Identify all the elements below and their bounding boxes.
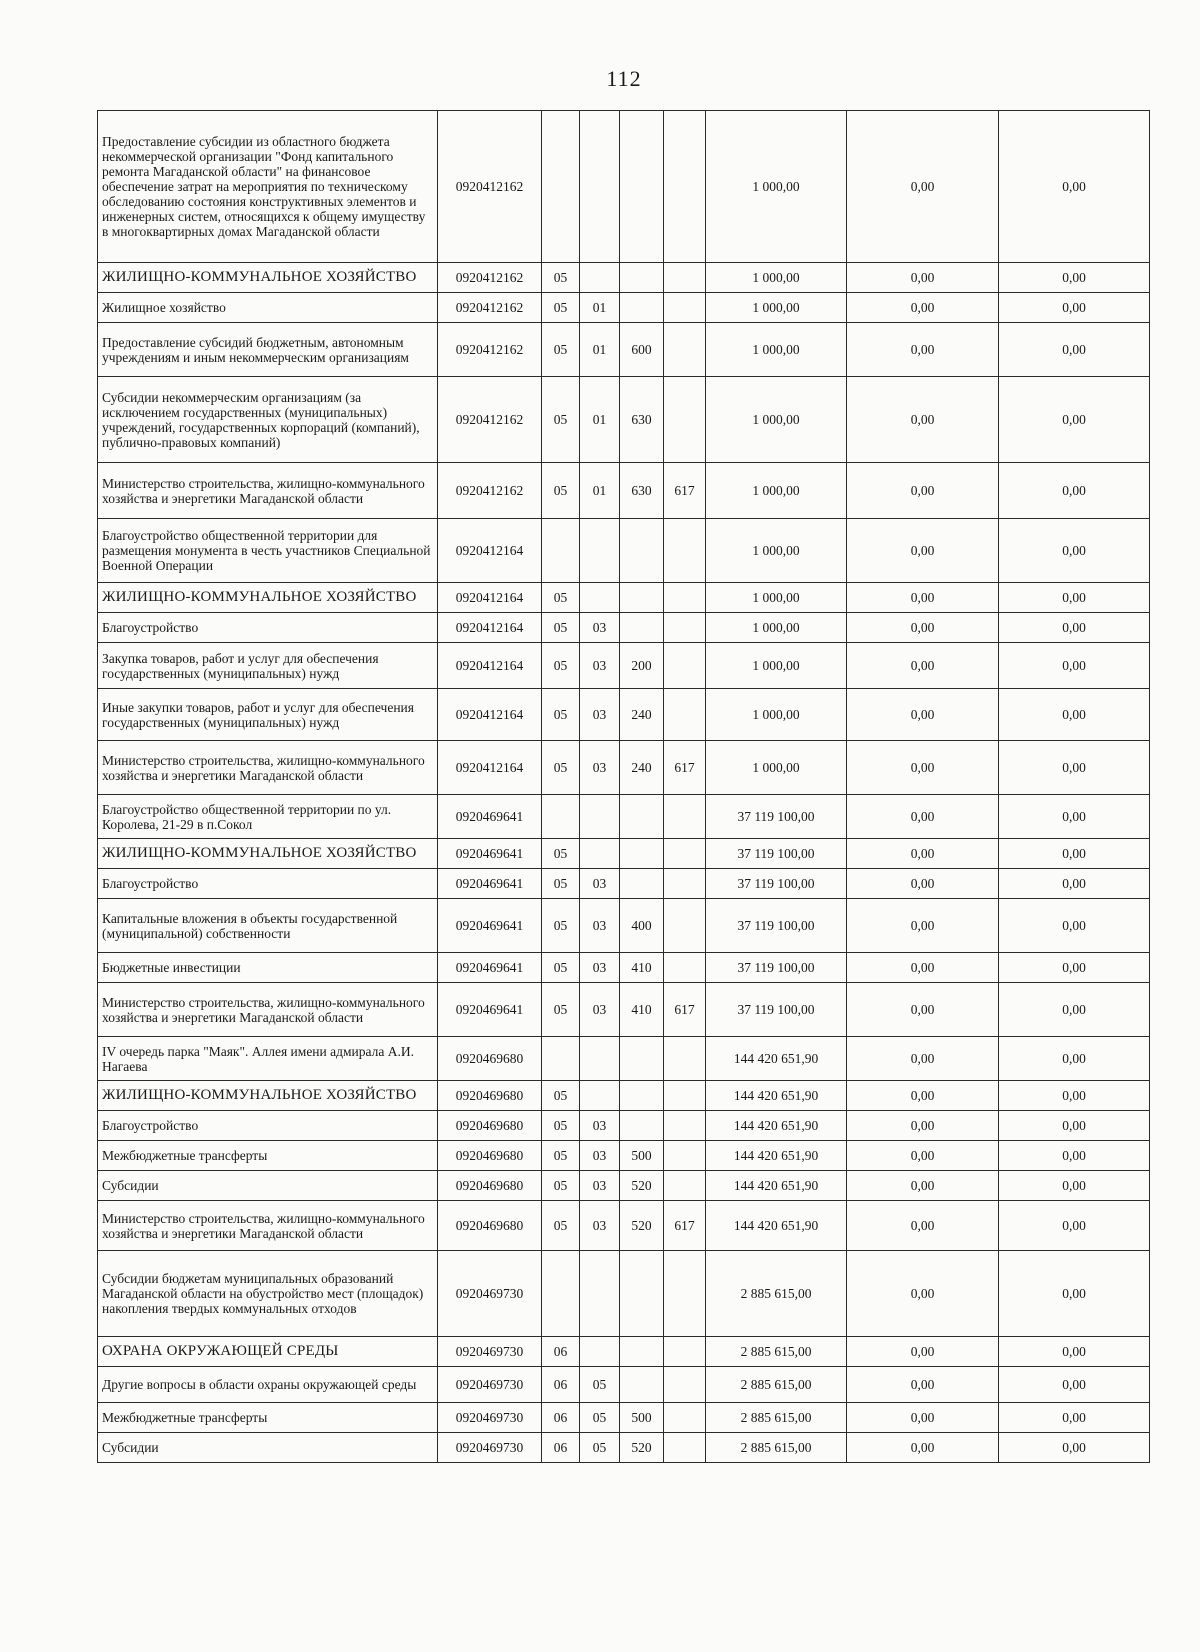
subsection-code: 05 <box>580 1367 620 1403</box>
expense-type-code: 240 <box>620 741 664 795</box>
subsection-code <box>580 1251 620 1337</box>
subsection-code <box>580 1337 620 1367</box>
ministry-code <box>664 1111 706 1141</box>
amount-year-1: 37 119 100,00 <box>706 983 847 1037</box>
table-row <box>98 1337 1150 1367</box>
target-code: 0920469680 <box>438 1171 542 1201</box>
table-row <box>98 1201 1150 1251</box>
section-code <box>542 795 580 839</box>
ministry-code <box>664 1251 706 1337</box>
row-name: Предоставление субсидии из областного бюджета некоммерческой организации "Фонд капитального ремонта Магаданской области" на финансовое обеспечение затрат на мероприятия по техническому обследованию состояния конструктивных элементов и инженерных систем, относящихся к общему имуществу в многоквартирных домах Магаданской области <box>98 111 438 263</box>
subsection-code: 03 <box>580 983 620 1037</box>
section-code: 05 <box>542 1111 580 1141</box>
expense-type-code: 200 <box>620 643 664 689</box>
table-row <box>98 1433 1150 1463</box>
target-code: 0920469641 <box>438 839 542 869</box>
amount-year-2: 0,00 <box>847 1433 999 1463</box>
ministry-code <box>664 899 706 953</box>
ministry-code <box>664 1337 706 1367</box>
amount-year-3: 0,00 <box>999 899 1150 953</box>
ministry-code <box>664 795 706 839</box>
section-code: 05 <box>542 583 580 613</box>
section-code <box>542 1037 580 1081</box>
amount-year-3: 0,00 <box>999 111 1150 263</box>
row-name: Министерство строительства, жилищно-коммунального хозяйства и энергетики Магаданской области <box>98 1201 438 1251</box>
amount-year-1: 2 885 615,00 <box>706 1337 847 1367</box>
target-code: 0920469680 <box>438 1037 542 1081</box>
target-code: 0920412162 <box>438 263 542 293</box>
section-code: 05 <box>542 899 580 953</box>
amount-year-2: 0,00 <box>847 1171 999 1201</box>
amount-year-1: 37 119 100,00 <box>706 795 847 839</box>
amount-year-1: 144 420 651,90 <box>706 1037 847 1081</box>
subsection-code: 05 <box>580 1403 620 1433</box>
subsection-code: 01 <box>580 293 620 323</box>
ministry-code: 617 <box>664 741 706 795</box>
subsection-code: 03 <box>580 899 620 953</box>
amount-year-1: 1 000,00 <box>706 741 847 795</box>
target-code: 0920412164 <box>438 613 542 643</box>
subsection-code <box>580 839 620 869</box>
subsection-code: 03 <box>580 613 620 643</box>
section-code <box>542 1251 580 1337</box>
section-code: 06 <box>542 1337 580 1367</box>
row-name: Министерство строительства, жилищно-коммунального хозяйства и энергетики Магаданской области <box>98 741 438 795</box>
subsection-code <box>580 1037 620 1081</box>
subsection-code <box>580 583 620 613</box>
amount-year-2: 0,00 <box>847 839 999 869</box>
row-name: IV очередь парка "Маяк". Аллея имени адмирала А.И. Нагаева <box>98 1037 438 1081</box>
section-code: 05 <box>542 613 580 643</box>
table-row <box>98 463 1150 519</box>
table-row <box>98 643 1150 689</box>
target-code: 0920469730 <box>438 1251 542 1337</box>
amount-year-1: 1 000,00 <box>706 323 847 377</box>
amount-year-2: 0,00 <box>847 741 999 795</box>
expense-type-code <box>620 583 664 613</box>
amount-year-2: 0,00 <box>847 795 999 839</box>
amount-year-1: 37 119 100,00 <box>706 953 847 983</box>
amount-year-1: 2 885 615,00 <box>706 1403 847 1433</box>
amount-year-3: 0,00 <box>999 1111 1150 1141</box>
amount-year-1: 37 119 100,00 <box>706 869 847 899</box>
expense-type-code: 500 <box>620 1141 664 1171</box>
section-code: 05 <box>542 983 580 1037</box>
table-row <box>98 953 1150 983</box>
table-row <box>98 323 1150 377</box>
amount-year-3: 0,00 <box>999 795 1150 839</box>
budget-table-body <box>98 111 1150 1463</box>
table-row <box>98 1403 1150 1433</box>
ministry-code <box>664 869 706 899</box>
ministry-code <box>664 111 706 263</box>
expense-type-code <box>620 111 664 263</box>
amount-year-1: 144 420 651,90 <box>706 1171 847 1201</box>
table-row <box>98 293 1150 323</box>
section-code <box>542 111 580 263</box>
amount-year-3: 0,00 <box>999 983 1150 1037</box>
amount-year-3: 0,00 <box>999 1403 1150 1433</box>
row-name: Жилищное хозяйство <box>98 293 438 323</box>
amount-year-1: 2 885 615,00 <box>706 1251 847 1337</box>
row-name: Благоустройство <box>98 869 438 899</box>
target-code: 0920412162 <box>438 111 542 263</box>
target-code: 0920469680 <box>438 1111 542 1141</box>
row-name: Министерство строительства, жилищно-коммунального хозяйства и энергетики Магаданской области <box>98 463 438 519</box>
target-code: 0920412164 <box>438 583 542 613</box>
table-row <box>98 795 1150 839</box>
section-code: 05 <box>542 643 580 689</box>
amount-year-3: 0,00 <box>999 519 1150 583</box>
amount-year-3: 0,00 <box>999 583 1150 613</box>
target-code: 0920412162 <box>438 293 542 323</box>
target-code: 0920469641 <box>438 983 542 1037</box>
table-row <box>98 1111 1150 1141</box>
amount-year-3: 0,00 <box>999 689 1150 741</box>
amount-year-2: 0,00 <box>847 1081 999 1111</box>
ministry-code <box>664 839 706 869</box>
amount-year-2: 0,00 <box>847 463 999 519</box>
ministry-code <box>664 519 706 583</box>
row-name: ЖИЛИЩНО-КОММУНАЛЬНОЕ ХОЗЯЙСТВО <box>98 583 438 613</box>
section-code: 05 <box>542 293 580 323</box>
ministry-code <box>664 1367 706 1403</box>
subsection-code: 03 <box>580 953 620 983</box>
amount-year-2: 0,00 <box>847 263 999 293</box>
subsection-code: 03 <box>580 1141 620 1171</box>
target-code: 0920412162 <box>438 377 542 463</box>
amount-year-3: 0,00 <box>999 463 1150 519</box>
expense-type-code <box>620 1037 664 1081</box>
target-code: 0920469730 <box>438 1433 542 1463</box>
subsection-code: 03 <box>580 869 620 899</box>
table-row <box>98 583 1150 613</box>
row-name: Субсидии бюджетам муниципальных образований Магаданской области на обустройство мест (площадок) накопления твердых коммунальных отходов <box>98 1251 438 1337</box>
amount-year-1: 144 420 651,90 <box>706 1201 847 1251</box>
target-code: 0920469641 <box>438 953 542 983</box>
ministry-code <box>664 377 706 463</box>
expense-type-code: 240 <box>620 689 664 741</box>
table-row <box>98 1081 1150 1111</box>
amount-year-3: 0,00 <box>999 323 1150 377</box>
section-code: 05 <box>542 839 580 869</box>
amount-year-3: 0,00 <box>999 1251 1150 1337</box>
amount-year-2: 0,00 <box>847 1141 999 1171</box>
amount-year-2: 0,00 <box>847 983 999 1037</box>
target-code: 0920469641 <box>438 795 542 839</box>
amount-year-2: 0,00 <box>847 953 999 983</box>
amount-year-3: 0,00 <box>999 613 1150 643</box>
amount-year-3: 0,00 <box>999 1037 1150 1081</box>
table-row <box>98 1251 1150 1337</box>
target-code: 0920469680 <box>438 1201 542 1251</box>
amount-year-3: 0,00 <box>999 263 1150 293</box>
table-row <box>98 839 1150 869</box>
amount-year-3: 0,00 <box>999 869 1150 899</box>
subsection-code <box>580 263 620 293</box>
target-code: 0920412164 <box>438 643 542 689</box>
section-code: 05 <box>542 323 580 377</box>
row-name: Субсидии <box>98 1433 438 1463</box>
ministry-code <box>664 263 706 293</box>
expense-type-code <box>620 1251 664 1337</box>
amount-year-1: 1 000,00 <box>706 377 847 463</box>
amount-year-3: 0,00 <box>999 1081 1150 1111</box>
amount-year-2: 0,00 <box>847 1251 999 1337</box>
amount-year-2: 0,00 <box>847 1201 999 1251</box>
expense-type-code <box>620 1367 664 1403</box>
row-name: Благоустройство <box>98 1111 438 1141</box>
row-name: Иные закупки товаров, работ и услуг для обеспечения государственных (муниципальных) нужд <box>98 689 438 741</box>
amount-year-1: 144 420 651,90 <box>706 1141 847 1171</box>
amount-year-1: 1 000,00 <box>706 689 847 741</box>
amount-year-2: 0,00 <box>847 583 999 613</box>
table-row <box>98 1367 1150 1403</box>
target-code: 0920469730 <box>438 1403 542 1433</box>
target-code: 0920469641 <box>438 899 542 953</box>
amount-year-1: 144 420 651,90 <box>706 1111 847 1141</box>
expense-type-code <box>620 613 664 643</box>
target-code: 0920412164 <box>438 741 542 795</box>
amount-year-3: 0,00 <box>999 1337 1150 1367</box>
subsection-code: 03 <box>580 1111 620 1141</box>
amount-year-2: 0,00 <box>847 323 999 377</box>
amount-year-3: 0,00 <box>999 1201 1150 1251</box>
amount-year-1: 1 000,00 <box>706 463 847 519</box>
expense-type-code <box>620 839 664 869</box>
expense-type-code <box>620 1111 664 1141</box>
row-name: Бюджетные инвестиции <box>98 953 438 983</box>
expense-type-code: 520 <box>620 1201 664 1251</box>
expense-type-code <box>620 869 664 899</box>
target-code: 0920469730 <box>438 1337 542 1367</box>
section-code <box>542 519 580 583</box>
budget-table <box>97 110 1150 1463</box>
amount-year-2: 0,00 <box>847 899 999 953</box>
expense-type-code <box>620 1081 664 1111</box>
subsection-code <box>580 111 620 263</box>
amount-year-3: 0,00 <box>999 839 1150 869</box>
amount-year-2: 0,00 <box>847 1037 999 1081</box>
amount-year-2: 0,00 <box>847 643 999 689</box>
section-code: 05 <box>542 869 580 899</box>
amount-year-3: 0,00 <box>999 377 1150 463</box>
expense-type-code: 630 <box>620 463 664 519</box>
row-name: ЖИЛИЩНО-КОММУНАЛЬНОЕ ХОЗЯЙСТВО <box>98 263 438 293</box>
subsection-code: 03 <box>580 643 620 689</box>
ministry-code <box>664 643 706 689</box>
ministry-code <box>664 613 706 643</box>
table-row <box>98 111 1150 263</box>
subsection-code <box>580 519 620 583</box>
table-row <box>98 1141 1150 1171</box>
section-code: 05 <box>542 377 580 463</box>
target-code: 0920412162 <box>438 463 542 519</box>
section-code: 05 <box>542 263 580 293</box>
table-row <box>98 1037 1150 1081</box>
amount-year-1: 1 000,00 <box>706 613 847 643</box>
amount-year-1: 1 000,00 <box>706 293 847 323</box>
amount-year-1: 1 000,00 <box>706 643 847 689</box>
table-row <box>98 263 1150 293</box>
amount-year-2: 0,00 <box>847 613 999 643</box>
row-name: Другие вопросы в области охраны окружающей среды <box>98 1367 438 1403</box>
row-name: Предоставление субсидий бюджетным, автономным учреждениям и иным некоммерческим организациям <box>98 323 438 377</box>
row-name: Капитальные вложения в объекты государственной (муниципальной) собственности <box>98 899 438 953</box>
row-name: Министерство строительства, жилищно-коммунального хозяйства и энергетики Магаданской области <box>98 983 438 1037</box>
ministry-code <box>664 583 706 613</box>
page-number: 112 <box>606 66 642 91</box>
amount-year-1: 144 420 651,90 <box>706 1081 847 1111</box>
table-row <box>98 1171 1150 1201</box>
expense-type-code: 500 <box>620 1403 664 1433</box>
section-code: 05 <box>542 463 580 519</box>
table-row <box>98 869 1150 899</box>
ministry-code <box>664 1037 706 1081</box>
row-name: ОХРАНА ОКРУЖАЮЩЕЙ СРЕДЫ <box>98 1337 438 1367</box>
subsection-code: 01 <box>580 323 620 377</box>
ministry-code <box>664 689 706 741</box>
table-row <box>98 741 1150 795</box>
amount-year-3: 0,00 <box>999 741 1150 795</box>
amount-year-1: 1 000,00 <box>706 519 847 583</box>
ministry-code <box>664 1433 706 1463</box>
table-row <box>98 899 1150 953</box>
amount-year-1: 2 885 615,00 <box>706 1367 847 1403</box>
amount-year-1: 37 119 100,00 <box>706 839 847 869</box>
target-code: 0920412164 <box>438 689 542 741</box>
amount-year-2: 0,00 <box>847 293 999 323</box>
row-name: Межбюджетные трансферты <box>98 1403 438 1433</box>
row-name: Субсидии некоммерческим организациям (за исключением государственных (муниципальных) учреждений, государственных корпораций (компаний), публично-правовых компаний) <box>98 377 438 463</box>
expense-type-code <box>620 293 664 323</box>
target-code: 0920469641 <box>438 869 542 899</box>
section-code: 05 <box>542 1141 580 1171</box>
amount-year-2: 0,00 <box>847 519 999 583</box>
amount-year-1: 2 885 615,00 <box>706 1433 847 1463</box>
amount-year-3: 0,00 <box>999 293 1150 323</box>
table-row <box>98 377 1150 463</box>
section-code: 05 <box>542 1081 580 1111</box>
amount-year-3: 0,00 <box>999 1433 1150 1463</box>
row-name: Межбюджетные трансферты <box>98 1141 438 1171</box>
expense-type-code: 520 <box>620 1433 664 1463</box>
ministry-code <box>664 953 706 983</box>
row-name: ЖИЛИЩНО-КОММУНАЛЬНОЕ ХОЗЯЙСТВО <box>98 839 438 869</box>
row-name: Благоустройство <box>98 613 438 643</box>
amount-year-2: 0,00 <box>847 689 999 741</box>
ministry-code <box>664 323 706 377</box>
section-code: 06 <box>542 1433 580 1463</box>
ministry-code: 617 <box>664 1201 706 1251</box>
expense-type-code <box>620 795 664 839</box>
table-row <box>98 689 1150 741</box>
amount-year-1: 37 119 100,00 <box>706 899 847 953</box>
subsection-code: 05 <box>580 1433 620 1463</box>
amount-year-2: 0,00 <box>847 869 999 899</box>
amount-year-1: 1 000,00 <box>706 263 847 293</box>
expense-type-code: 600 <box>620 323 664 377</box>
row-name: Благоустройство общественной территории по ул. Королева, 21-29 в п.Сокол <box>98 795 438 839</box>
target-code: 0920469680 <box>438 1081 542 1111</box>
subsection-code: 03 <box>580 741 620 795</box>
subsection-code <box>580 1081 620 1111</box>
table-row <box>98 519 1150 583</box>
ministry-code: 617 <box>664 463 706 519</box>
ministry-code: 617 <box>664 983 706 1037</box>
subsection-code: 01 <box>580 377 620 463</box>
target-code: 0920469730 <box>438 1367 542 1403</box>
ministry-code <box>664 1081 706 1111</box>
amount-year-1: 1 000,00 <box>706 111 847 263</box>
section-code: 05 <box>542 741 580 795</box>
section-code: 06 <box>542 1367 580 1403</box>
row-name: ЖИЛИЩНО-КОММУНАЛЬНОЕ ХОЗЯЙСТВО <box>98 1081 438 1111</box>
expense-type-code: 410 <box>620 983 664 1037</box>
ministry-code <box>664 1141 706 1171</box>
table-row <box>98 613 1150 643</box>
amount-year-2: 0,00 <box>847 1367 999 1403</box>
ministry-code <box>664 1403 706 1433</box>
section-code: 05 <box>542 1171 580 1201</box>
row-name: Субсидии <box>98 1171 438 1201</box>
amount-year-2: 0,00 <box>847 377 999 463</box>
target-code: 0920412162 <box>438 323 542 377</box>
expense-type-code <box>620 519 664 583</box>
target-code: 0920469680 <box>438 1141 542 1171</box>
amount-year-3: 0,00 <box>999 1367 1150 1403</box>
expense-type-code: 630 <box>620 377 664 463</box>
target-code: 0920412164 <box>438 519 542 583</box>
amount-year-2: 0,00 <box>847 1403 999 1433</box>
subsection-code: 03 <box>580 1171 620 1201</box>
row-name: Закупка товаров, работ и услуг для обеспечения государственных (муниципальных) нужд <box>98 643 438 689</box>
subsection-code: 03 <box>580 1201 620 1251</box>
amount-year-3: 0,00 <box>999 1171 1150 1201</box>
amount-year-2: 0,00 <box>847 111 999 263</box>
table-row <box>98 983 1150 1037</box>
row-name: Благоустройство общественной территории для размещения монумента в честь участников Специальной Военной Операции <box>98 519 438 583</box>
amount-year-2: 0,00 <box>847 1337 999 1367</box>
section-code: 05 <box>542 1201 580 1251</box>
subsection-code: 01 <box>580 463 620 519</box>
section-code: 05 <box>542 953 580 983</box>
amount-year-3: 0,00 <box>999 953 1150 983</box>
ministry-code <box>664 1171 706 1201</box>
amount-year-3: 0,00 <box>999 1141 1150 1171</box>
amount-year-1: 1 000,00 <box>706 583 847 613</box>
amount-year-3: 0,00 <box>999 643 1150 689</box>
expense-type-code <box>620 1337 664 1367</box>
expense-type-code <box>620 263 664 293</box>
subsection-code <box>580 795 620 839</box>
expense-type-code: 520 <box>620 1171 664 1201</box>
ministry-code <box>664 293 706 323</box>
section-code: 06 <box>542 1403 580 1433</box>
expense-type-code: 410 <box>620 953 664 983</box>
expense-type-code: 400 <box>620 899 664 953</box>
section-code: 05 <box>542 689 580 741</box>
amount-year-2: 0,00 <box>847 1111 999 1141</box>
subsection-code: 03 <box>580 689 620 741</box>
